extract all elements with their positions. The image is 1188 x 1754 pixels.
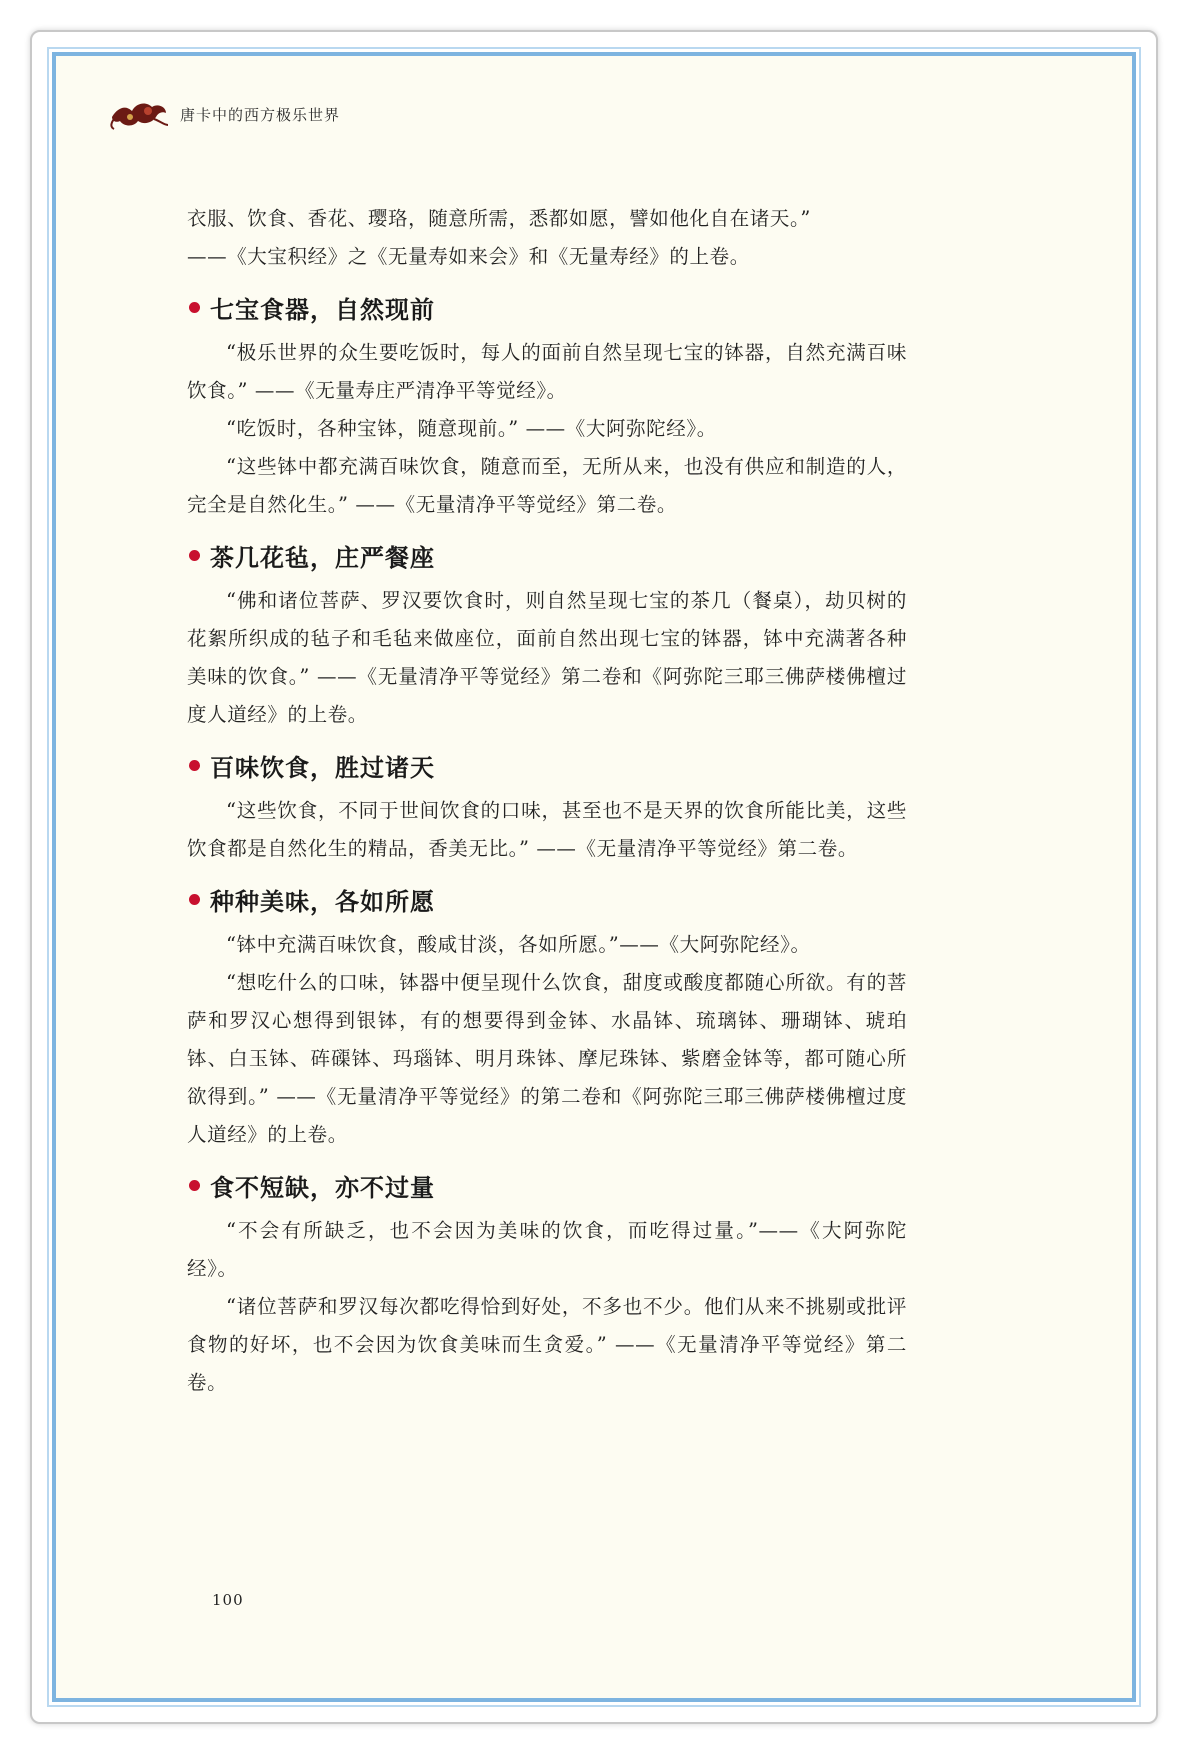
section (187, 876, 907, 1154)
section (187, 532, 907, 734)
red-bullet-icon (189, 302, 200, 313)
paragraph: “佛和诸位菩萨、罗汉要饮食时，则自然呈现七宝的茶几（餐桌），劫贝树的花絮所织成的毡子和毛毡来做座位，面前自然出现七宝的钵器，钵中充满著各种美味的饮食。” ——《无量清净平等觉经》第二卷和《阿弥陀三耶三佛萨楼佛檀过度人道经》的上卷。 (187, 589, 907, 726)
section-heading (187, 742, 907, 788)
section (187, 1162, 907, 1402)
red-bullet-icon (189, 1180, 200, 1191)
red-bullet-icon (189, 760, 200, 771)
paragraph: “诸位菩萨和罗汉每次都吃得恰到好处，不多也不少。他们从来不挑剔或批评食物的好坏，也不会因为饮食美味而生贪爱。” ——《无量清净平等觉经》第二卷。 (187, 1295, 907, 1394)
paragraph: “不会有所缺乏，也不会因为美味的饮食，而吃得过量。”——《大阿弥陀经》。 (187, 1219, 907, 1280)
running-title: 唐卡中的西方极乐世界 (180, 105, 341, 124)
section-heading (187, 284, 907, 330)
red-bullet-icon (189, 550, 200, 561)
section-heading-text: 七宝食器，自然现前 (210, 295, 435, 324)
paragraph: “想吃什么的口味，钵器中便呈现什么饮食，甜度或酸度都随心所欲。有的菩萨和罗汉心想得到银钵，有的想要得到金钵、水晶钵、琉璃钵、珊瑚钵、琥珀钵、白玉钵、砗磲钵、玛瑙钵、明月珠钵、摩尼珠钵、紫磨金钵等，都可随心所欲得到。” ——《无量清净平等觉经》的第二卷和《阿弥陀三耶三佛萨楼佛檀过度人道经》的上卷。 (187, 971, 907, 1146)
section-heading-text: 茶几花毡，庄严餐座 (210, 543, 435, 572)
section-heading-text: 种种美味，各如所愿 (210, 887, 435, 916)
page-body (187, 200, 907, 1402)
section (187, 284, 907, 524)
section-heading (187, 1162, 907, 1208)
paragraph: “钵中充满百味饮食，酸咸甘淡，各如所愿。”——《大阿弥陀经》。 (226, 933, 811, 956)
paragraph: “这些钵中都充满百味饮食，随意而至，无所从来，也没有供应和制造的人，完全是自然化生。” ——《无量清净平等觉经》第二卷。 (187, 455, 907, 516)
paragraph: “吃饭时，各种宝钵，随意现前。” ——《大阿弥陀经》。 (226, 417, 717, 440)
section-heading-text: 百味饮食，胜过诸天 (210, 753, 435, 782)
section-heading (187, 532, 907, 578)
red-bullet-icon (189, 894, 200, 905)
page-number: 100 (212, 1591, 244, 1609)
intro-source-line: ——《大宝积经》之《无量寿如来会》和《无量寿经》的上卷。 (187, 245, 750, 268)
book-page (52, 52, 1136, 1702)
paragraph: “这些饮食，不同于世间饮食的口味，甚至也不是天界的饮食所能比美，这些饮食都是自然化生的精品，香美无比。” ——《无量清净平等觉经》第二卷。 (187, 799, 907, 860)
section (187, 742, 907, 868)
section-heading (187, 876, 907, 922)
paragraph: “极乐世界的众生要吃饭时，每人的面前自然呈现七宝的钵器，自然充满百味饮食。” ——《无量寿庄严清净平等觉经》。 (187, 341, 907, 402)
section-heading-text: 食不短缺，亦不过量 (210, 1173, 435, 1202)
intro-quote-line: 衣服、饮食、香花、璎珞，随意所需，悉都如愿，譬如他化自在诸天。” (187, 207, 811, 230)
running-header (108, 92, 340, 136)
dragon-ornament-icon (108, 97, 170, 131)
